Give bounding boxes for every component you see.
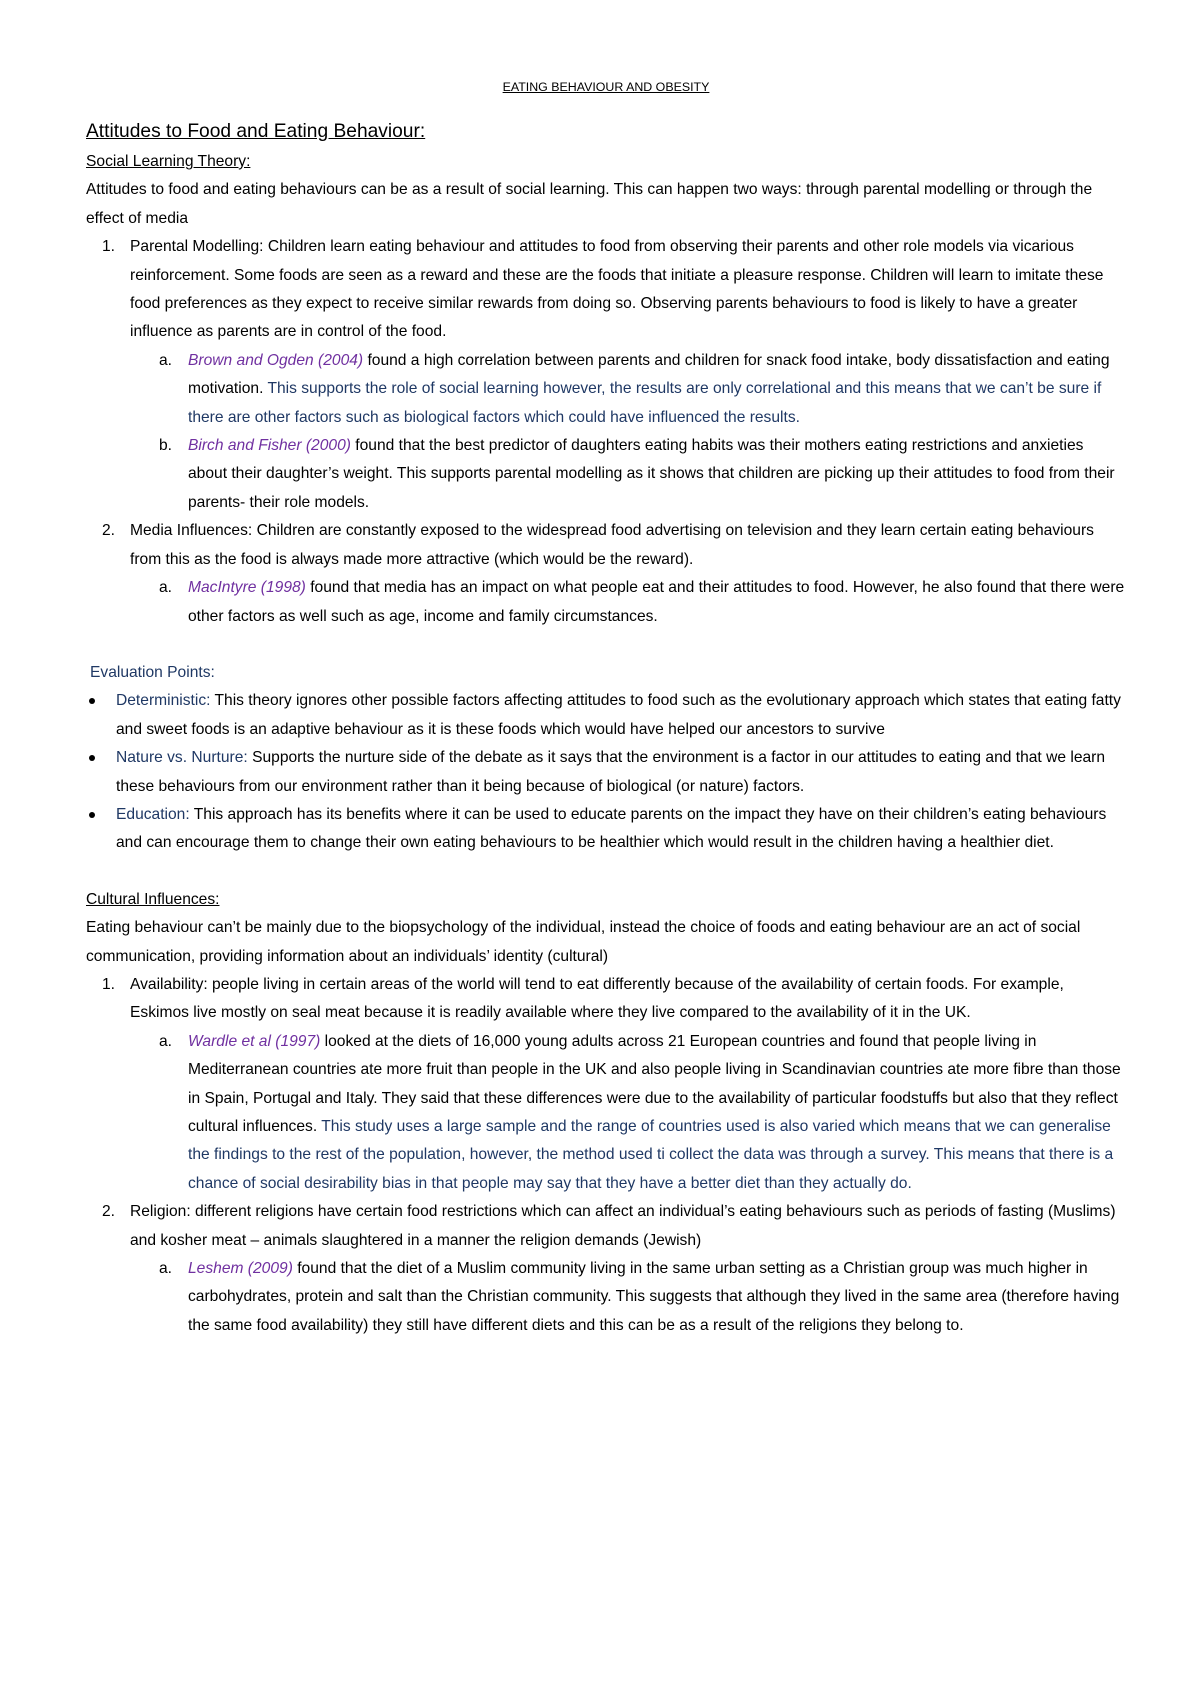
sublist [86, 1028, 1126, 1198]
bullet-icon [89, 755, 95, 761]
list-letter: b. [159, 437, 173, 455]
list-letter: a. [159, 579, 173, 597]
evaluation-term: Education: [116, 805, 190, 823]
study-citation: Brown and Ogden (2004) [188, 351, 364, 369]
list-letter: a. [159, 1032, 173, 1050]
sublist [86, 1255, 1126, 1340]
bullet-icon [89, 698, 95, 704]
section-heading-attitudes: Attitudes to Food and Eating Behaviour: [86, 121, 426, 142]
evaluation-term: Deterministic: [116, 692, 211, 710]
bullet-item [86, 687, 1126, 744]
spacer [86, 631, 1126, 659]
list-number: 1. [102, 975, 116, 993]
study-citation: Wardle et al (1997) [188, 1032, 321, 1050]
subheading-cultural: Cultural Influences: [86, 890, 220, 908]
document-page [86, 78, 1126, 1340]
item-text: people living in certain areas of the world will tend to eat differently because of the availability of certain foods. For example, Eskimos live mostly on seal meat because it is readily available where they live compared to the availability of it in the UK. [130, 975, 1064, 1022]
list-cultural-influences [86, 971, 1126, 1340]
evaluation-text: Supports the nurture side of the debate as it says that the environment is a factor in our attitudes to eating and that we learn these behaviours from our environment rather than it being because of biological (or nature) factors. [116, 749, 1106, 795]
item-text: different religions have certain food restrictions which can affect an individual’s eating behaviours such as periods of fasting (Muslims) and kosher meat – animals slaughtered in a manner the religion demands (Jewish) [130, 1203, 1116, 1249]
subheading-social-learning: Social Learning Theory: [86, 153, 251, 170]
evaluation-term: Nature vs. Nurture: [116, 749, 248, 767]
list-item [86, 233, 1126, 517]
sublist-item [86, 1255, 1126, 1340]
evaluation-text: This supports the role of social learning however, the results are only correlational and this means that we can’t be sure if there are other factors such as biological factors which could have influenced the results. [188, 380, 1102, 426]
list-number: 2. [102, 1203, 116, 1221]
bullet-icon [89, 812, 95, 818]
item-label: Parental Modelling: [130, 238, 264, 256]
list-letter: a. [159, 351, 173, 369]
bullet-item [86, 744, 1126, 801]
list-item [86, 517, 1126, 631]
study-text: found that the best predictor of daughters eating habits was their mothers eating restrictions and anxieties about their daughter’s weight. This supports parental modelling as it shows that children are picking up their attitudes to food from their parents- their role models. [188, 437, 1115, 511]
study-citation: MacIntyre (1998) [188, 579, 306, 597]
list-evaluation-points [86, 687, 1126, 857]
sublist-item [86, 1028, 1126, 1198]
evaluation-text: This theory ignores other possible factors affecting attitudes to food such as the evolutionary approach which states that eating fatty and sweet foods is an adaptive behaviour as it is these foods which would have helped our ancestors to survive [116, 692, 1121, 738]
sublist-item [86, 432, 1126, 517]
subheading-evaluation: Evaluation Points: [90, 663, 215, 681]
study-citation: Leshem (2009) [188, 1260, 293, 1278]
list-slt-mechanisms [86, 233, 1126, 631]
list-letter: a. [159, 1260, 173, 1278]
sublist-item [86, 347, 1126, 432]
study-text: looked at the diets of 16,000 young adults across 21 European countries and found that people living in Mediterranean countries ate more fruit than people in the UK and also people living in Scandinavian countries ate more fibre than those in Spain, Portugal and Italy. They said that these differences were due to the availability of particular foodstuffs but also that they reflect cultural influences. [188, 1032, 1121, 1135]
list-number: 1. [102, 238, 116, 256]
study-text: found a high correlation between parents and children for snack food intake, body dissatisfaction and eating motivation. [188, 351, 1110, 398]
study-text: found that the diet of a Muslim community living in the same urban setting as a Christian group was much higher in carbohydrates, protein and salt than the Christian community. This suggests that although they lived in the same area (therefore having the same food availability) they still have different diets and this can be as a result of the religions they belong to. [188, 1260, 1120, 1334]
item-text: Children are constantly exposed to the widespread food advertising on television and they learn certain eating behaviours from this as the food is always made more attractive (which would be the reward). [130, 522, 1094, 568]
paragraph-slt-intro: Attitudes to food and eating behaviours can be as a result of social learning. This can happen two ways: through parental modelling or through the effect of media [86, 181, 1093, 227]
spacer [86, 858, 1126, 886]
sublist [86, 574, 1126, 631]
item-label: Religion: [130, 1203, 191, 1221]
item-label: Availability: [130, 975, 208, 993]
sublist [86, 347, 1126, 517]
list-item [86, 1198, 1126, 1340]
study-citation: Birch and Fisher (2000) [188, 437, 351, 455]
sublist-item [86, 574, 1126, 631]
list-item [86, 971, 1126, 1198]
bullet-item [86, 801, 1126, 858]
item-label: Media Influences: [130, 522, 253, 540]
paragraph-cultural-intro: Eating behaviour can’t be mainly due to the biopsychology of the individual, instead the choice of foods and eating behaviour are an act of social communication, providing information about an individuals’ identity (cultural) [86, 919, 1081, 965]
document-title: EATING BEHAVIOUR AND OBESITY [502, 80, 710, 94]
evaluation-text: This approach has its benefits where it can be used to educate parents on the impact they have on their children’s eating behaviours and can encourage them to change their own eating behaviours to be healthier which would result in the children having a healthier diet. [116, 805, 1107, 852]
evaluation-text: This study uses a large sample and the range of countries used is also varied which means that we can generalise the findings to the rest of the population, however, the method used ti collect the data was through a survey. This means that there is a chance of social desirability bias in that people may say that they have a better diet than they actually do. [188, 1118, 1114, 1192]
item-text: Children learn eating behaviour and attitudes to food from observing their parents and other role models via vicarious reinforcement. Some foods are seen as a reward and these are the foods that initiate a pleasure response. Children will learn to imitate these food preferences as they expect to receive similar rewards from doing so. Observing parents behaviours to food is likely to have a greater influence as parents are in control of the food. [130, 238, 1104, 341]
list-number: 2. [102, 522, 116, 540]
study-text: found that media has an impact on what people eat and their attitudes to food. However, he also found that there were other factors as well such as age, income and family circumstances. [188, 579, 1125, 625]
